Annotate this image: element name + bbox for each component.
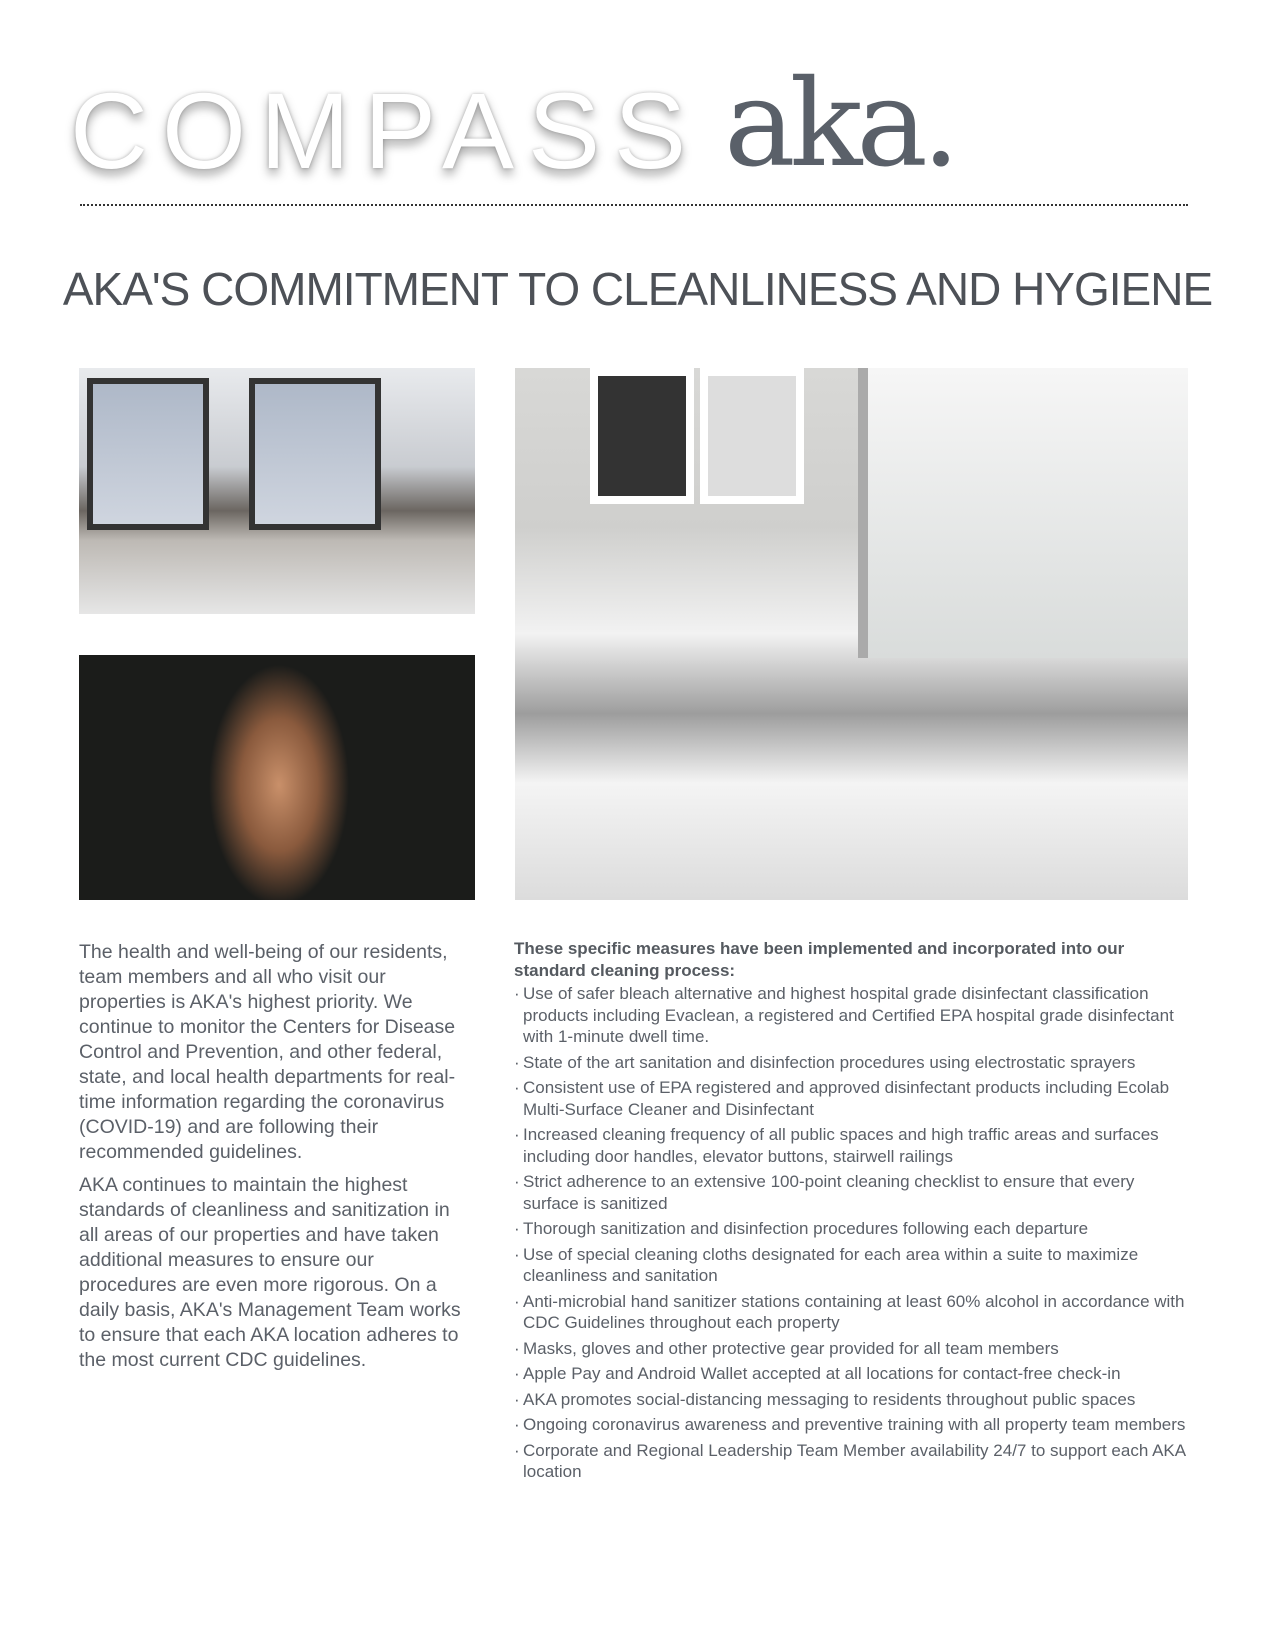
page-title: AKA'S COMMITMENT TO CLEANLINESS AND HYGIENE (62, 263, 1213, 315)
measures-heading: These specific measures have been implemented and incorporated into our standard cleaning process: (514, 939, 1125, 980)
bathroom-photo (79, 368, 475, 614)
list-item: · Masks, gloves and other protective gear provided for all team members (514, 1338, 1194, 1360)
list-item: · Use of safer bleach alternative and highest hospital grade disinfectant classification products including Evaclean, a registered and Certified EPA hospital grade disinfectant with 1-minute dwell time. (514, 983, 1194, 1048)
window-shape (858, 368, 1188, 658)
list-item: · Ongoing coronavirus awareness and preventive training with all property team members (514, 1414, 1194, 1436)
list-item: · Thorough sanitization and disinfection procedures following each departure (514, 1218, 1194, 1240)
list-item: · Apple Pay and Android Wallet accepted at all locations for contact-free check-in (514, 1363, 1194, 1385)
wall-art (590, 368, 694, 504)
list-item: · Consistent use of EPA registered and approved disinfectant products including Ecolab Multi-Surface Cleaner and Disinfectant (514, 1077, 1194, 1120)
bedroom-photo (515, 368, 1188, 900)
list-item: · Anti-microbial hand sanitizer stations containing at least 60% alcohol in accordance with CDC Guidelines throughout each property (514, 1291, 1194, 1334)
intro-paragraph: AKA continues to maintain the highest standards of cleanliness and sanitization in all areas of our properties and have taken additional measures to ensure our procedures are even more rigorous. On a daily basis, AKA's Management Team works to ensure that each AKA location adheres to the most current CDC guidelines. (79, 1174, 461, 1371)
measures-section (514, 938, 1194, 1487)
wall-art (700, 368, 804, 504)
compass-logo: COMPASS (70, 70, 701, 191)
intro-paragraph: The health and well-being of our residents, team members and all who visit our properties is AKA's highest priority. We continue to monitor the Centers for Disease Control and Prevention, and other federal, state, and local health departments for real-time information regarding the coronavirus (COVID-19) and are following their recommended guidelines. (79, 941, 456, 1163)
logo (70, 55, 1188, 194)
list-item: · Use of special cleaning cloths designated for each area within a suite to maximize cleanliness and sanitation (514, 1244, 1194, 1287)
window-shape (249, 378, 381, 530)
list-item: · Corporate and Regional Leadership Team Member availability 24/7 to support each AKA location (514, 1440, 1194, 1483)
list-item: · State of the art sanitation and disinfection procedures using electrostatic sprayers (514, 1052, 1194, 1074)
list-item: · Increased cleaning frequency of all public spaces and high traffic areas and surfaces including door handles, elevator buttons, stairwell railings (514, 1124, 1194, 1167)
list-item: · AKA promotes social-distancing messaging to residents throughout public spaces (514, 1389, 1194, 1411)
aka-logo: aka. (724, 55, 955, 194)
dotted-divider (80, 204, 1188, 206)
hand-washing-photo (79, 655, 475, 900)
intro-text (79, 940, 469, 1381)
list-item: · Strict adherence to an extensive 100-point cleaning checklist to ensure that every surface is sanitized (514, 1171, 1194, 1214)
window-shape (87, 378, 209, 530)
measures-list (514, 983, 1194, 1483)
